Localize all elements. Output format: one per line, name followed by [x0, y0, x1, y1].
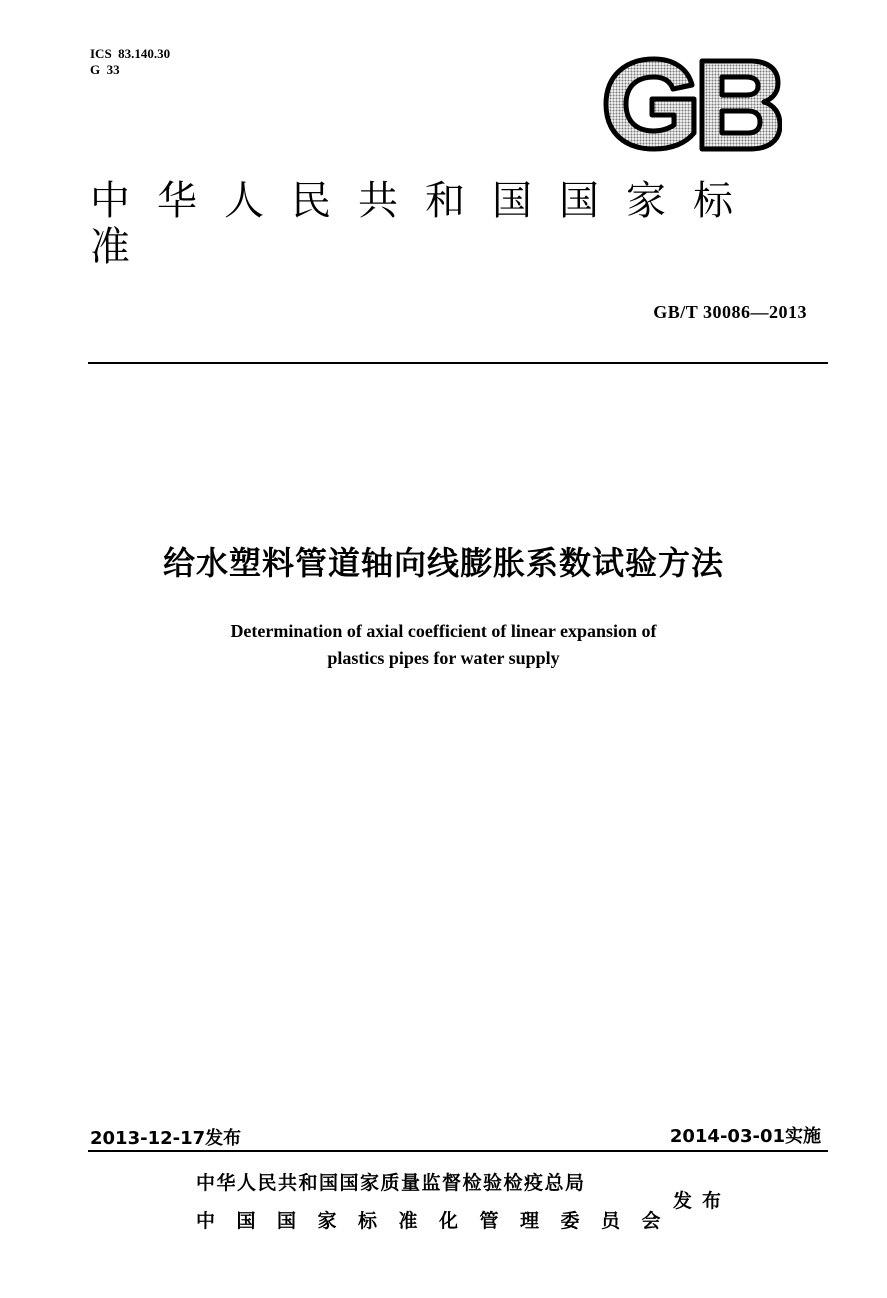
ccs-code: G 33	[90, 62, 120, 77]
document-title-english	[0, 618, 887, 672]
implementation-date: 2014-03-01实施	[669, 1126, 821, 1147]
issuer-aqsiq: 中华人民共和国国家质量监督检验检疫总局	[196, 1172, 586, 1194]
issue-date: 2013-12-17发布	[90, 1128, 242, 1149]
english-title-line-2: plastics pipes for water supply	[327, 648, 560, 668]
english-title-line-1: Determination of axial coefficient of linear expansion of	[230, 621, 657, 641]
ics-code: ICS 83.140.30	[90, 46, 171, 61]
document-title-chinese: 给水塑料管道轴向线膨胀系数试验方法	[162, 544, 724, 582]
standard-category-title: 中华人民共和国国家标准	[90, 178, 760, 270]
gb-logo-icon	[600, 55, 782, 153]
footer-divider	[88, 1150, 828, 1152]
header-divider	[88, 362, 828, 364]
issuer-sac: 中国国家标准化管理委员会	[196, 1210, 683, 1232]
standard-number: GB/T 30086—2013	[653, 302, 807, 322]
classification-codes	[90, 46, 170, 78]
publish-label: 发布	[673, 1190, 732, 1212]
